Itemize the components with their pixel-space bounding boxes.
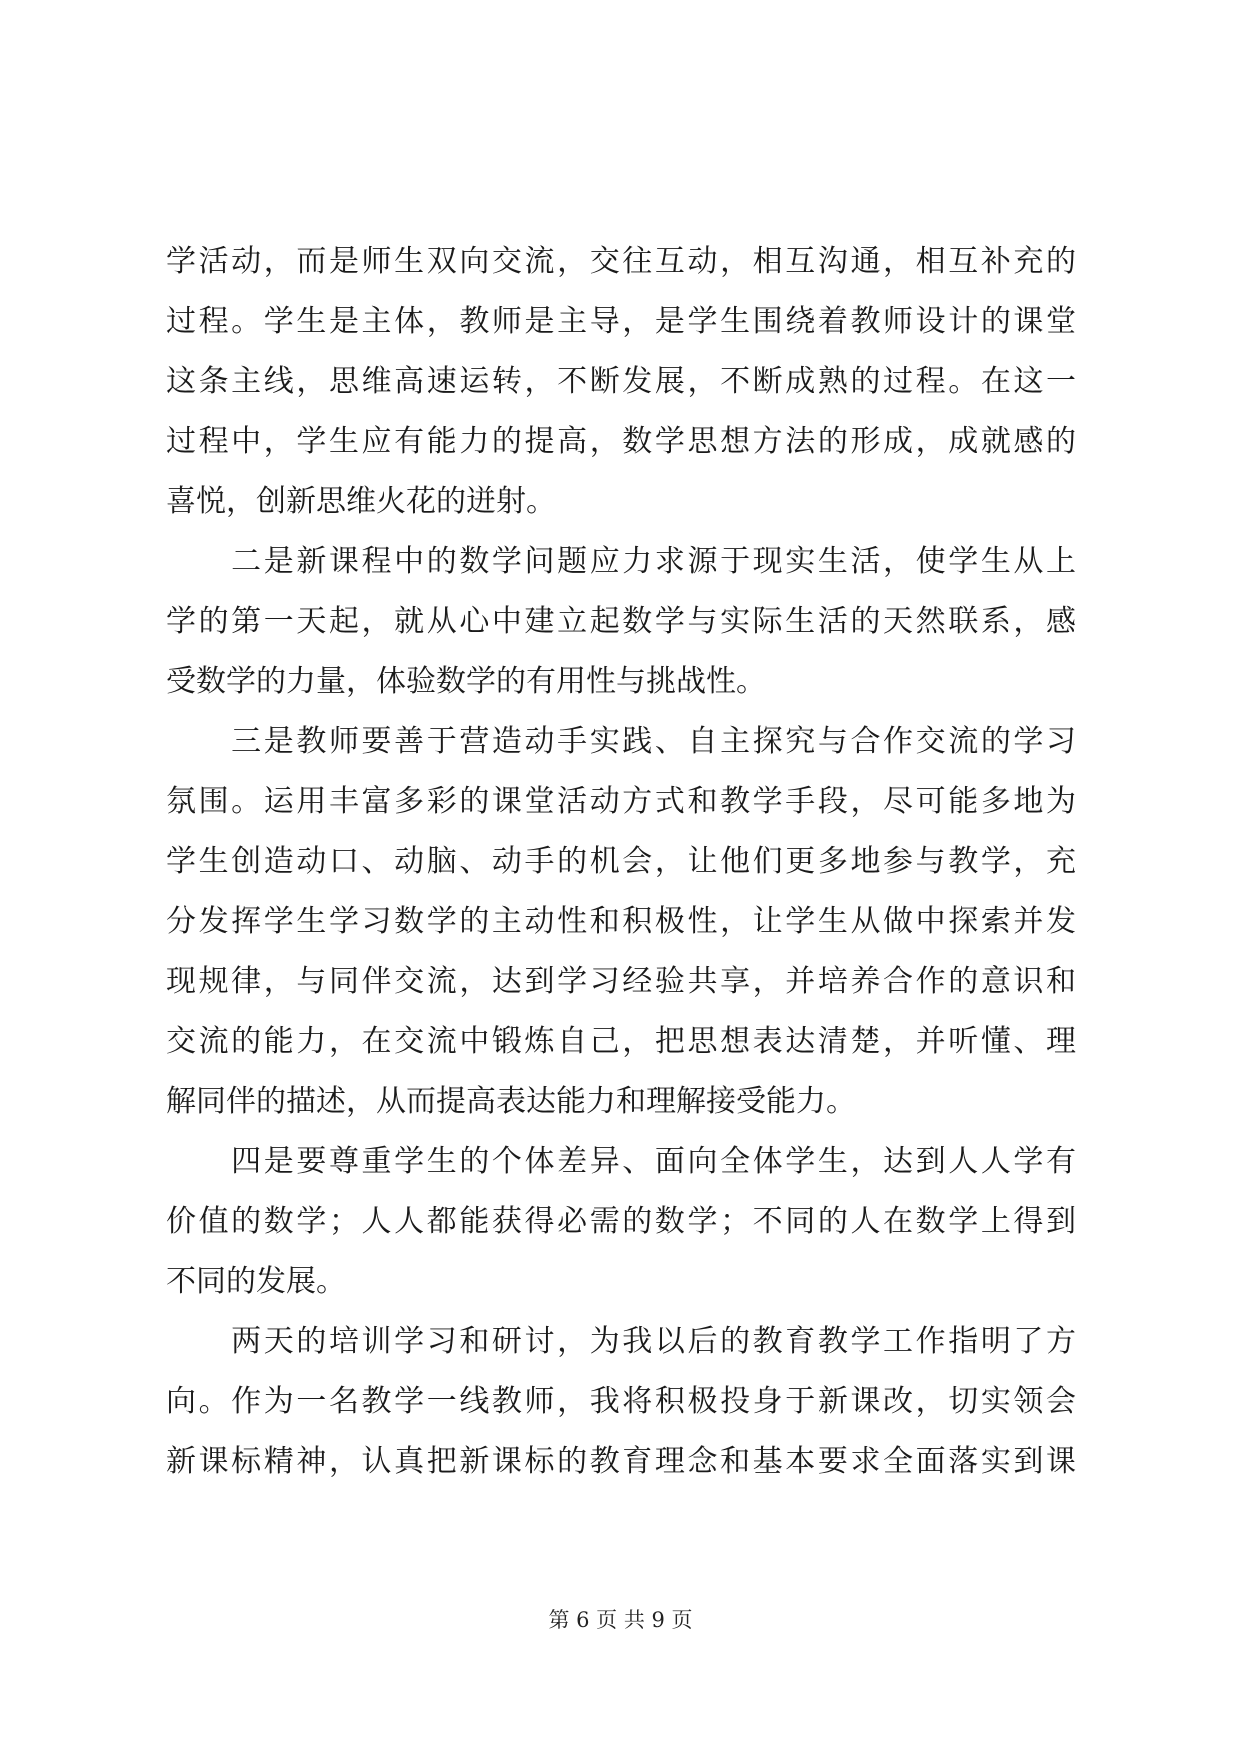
text-line: 过程。学生是主体，教师是主导，是学生围绕着教师设计的课堂 <box>166 304 1076 339</box>
page-footer: 第 6 页 共 9 页 <box>548 1608 693 1632</box>
text-line: 交流的能力，在交流中锻炼自己，把思想表达清楚，并听懂、理 <box>166 1024 1076 1059</box>
text-line: 四是要尊重学生的个体差异、面向全体学生，达到人人学有 <box>166 1144 1076 1179</box>
text-line: 过程中，学生应有能力的提高，数学思想方法的形成，成就感的 <box>166 424 1076 459</box>
text-line: 价值的数学；人人都能获得必需的数学；不同的人在数学上得到 <box>166 1204 1076 1239</box>
text-line: 分发挥学生学习数学的主动性和积极性，让学生从做中探索并发 <box>166 904 1076 939</box>
text-line: 学的第一天起，就从心中建立起数学与实际生活的天然联系，感 <box>166 604 1076 639</box>
text-line: 受数学的力量，体验数学的有用性与挑战性。 <box>166 664 766 699</box>
text-line: 解同伴的描述，从而提高表达能力和理解接受能力。 <box>166 1084 856 1119</box>
text-line: 喜悦，创新思维火花的迸射。 <box>166 484 556 519</box>
text-line: 两天的培训学习和研讨，为我以后的教育教学工作指明了方 <box>166 1324 1076 1359</box>
text-line: 学活动，而是师生双向交流，交往互动，相互沟通，相互补充的 <box>166 244 1076 279</box>
text-line: 向。作为一名教学一线教师，我将积极投身于新课改，切实领会 <box>166 1384 1076 1419</box>
body-text <box>166 232 1076 1492</box>
text-line: 学生创造动口、动脑、动手的机会，让他们更多地参与教学，充 <box>166 844 1076 879</box>
text-line: 新课标精神，认真把新课标的教育理念和基本要求全面落实到课 <box>166 1444 1076 1479</box>
text-line: 氛围。运用丰富多彩的课堂活动方式和教学手段，尽可能多地为 <box>166 784 1076 819</box>
text-line: 现规律，与同伴交流，达到学习经验共享，并培养合作的意识和 <box>166 964 1076 999</box>
text-line: 二是新课程中的数学问题应力求源于现实生活，使学生从上 <box>166 544 1076 579</box>
text-line: 不同的发展。 <box>166 1264 346 1299</box>
text-line: 三是教师要善于营造动手实践、自主探究与合作交流的学习 <box>166 724 1076 759</box>
text-line: 这条主线，思维高速运转，不断发展，不断成熟的过程。在这一 <box>166 364 1076 399</box>
